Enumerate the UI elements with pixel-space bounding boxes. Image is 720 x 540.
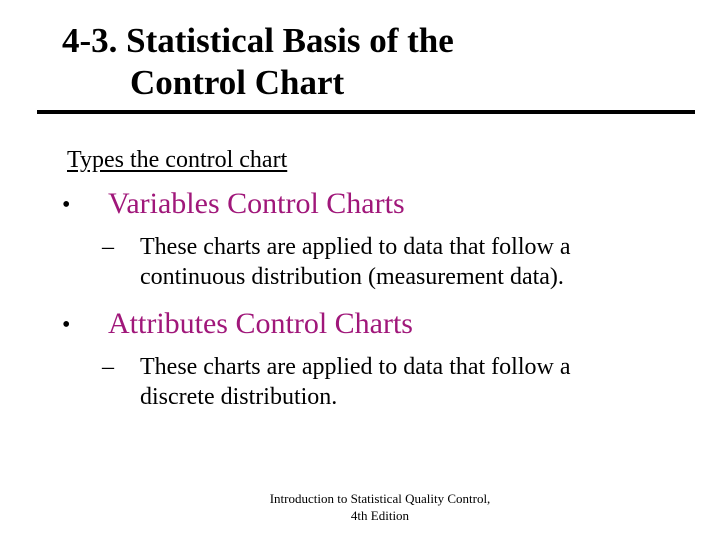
section-subheading: Types the control chart: [67, 147, 288, 173]
item-description-attributes: [140, 352, 700, 412]
slide-title-line2: Control Chart: [130, 63, 345, 102]
slide-footer: [230, 490, 530, 524]
item-title-variables: Variables Control Charts: [108, 187, 405, 220]
bullet-icon: •: [62, 192, 71, 218]
item-description-line: These charts are applied to data that follow a: [140, 354, 571, 380]
title-divider: [37, 110, 695, 114]
slide-title: [62, 20, 454, 104]
bullet-icon: •: [62, 312, 71, 338]
slide-title-line1: 4-3. Statistical Basis of the: [62, 21, 454, 60]
dash-icon: –: [102, 234, 114, 260]
footer-line: Introduction to Statistical Quality Control,: [269, 491, 491, 506]
dash-icon: –: [102, 354, 114, 380]
item-description-line: continuous distribution (measurement data).: [140, 264, 564, 290]
footer-line: 4th Edition: [350, 508, 410, 523]
item-title-attributes: Attributes Control Charts: [108, 307, 413, 340]
item-description-variables: [140, 232, 700, 292]
item-description-line: These charts are applied to data that follow a: [140, 234, 571, 260]
item-description-line: discrete distribution.: [140, 384, 338, 410]
